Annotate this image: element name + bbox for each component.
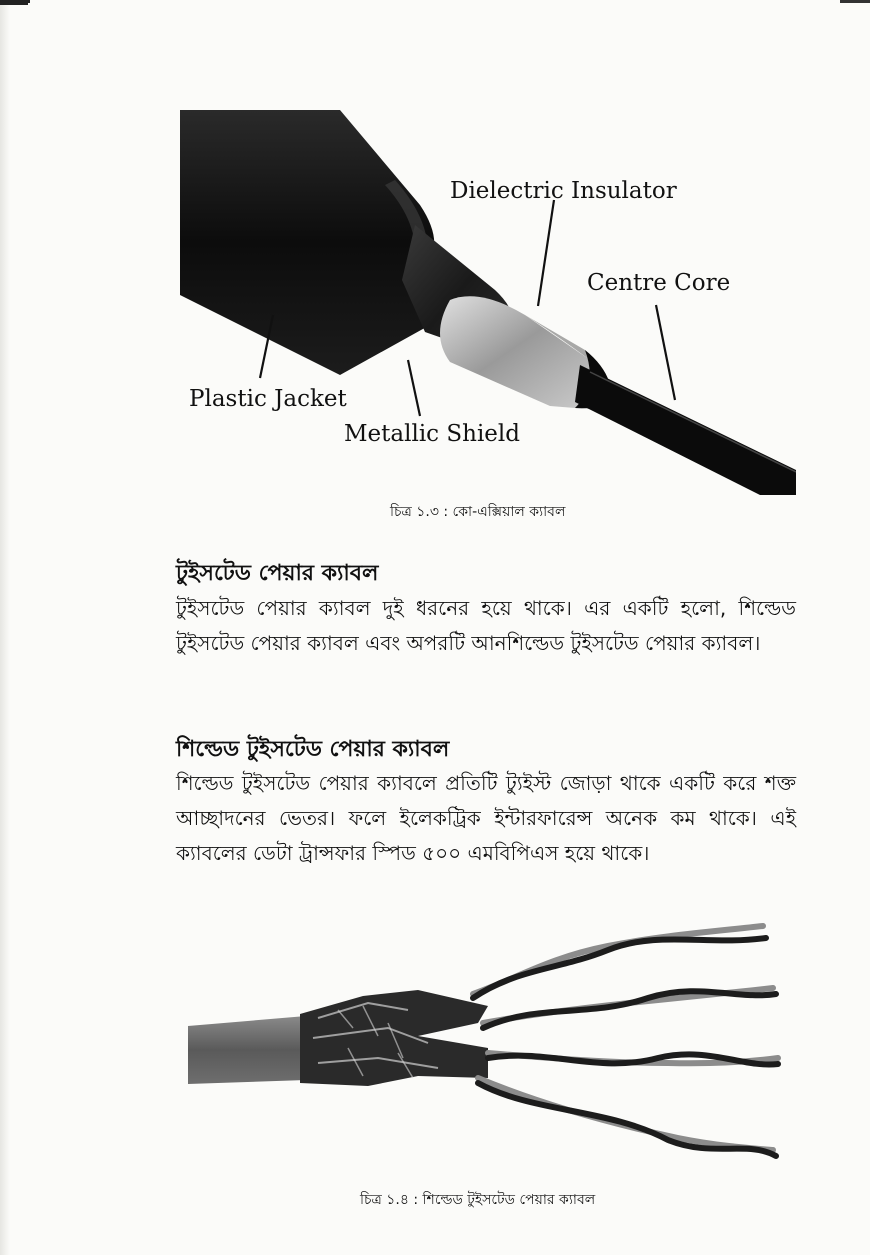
- dielectric-pointer-line: [538, 200, 554, 306]
- heading-shielded-twisted-pair: শিল্ডেড টুইসটেড পেয়ার ক্যাবল: [176, 737, 450, 762]
- twisted-pair-3: [488, 1053, 778, 1064]
- paragraph-shielded-twisted-pair: শিল্ডেড টুইসটেড পেয়ার ক্যাবলে প্রতিটি ট্যুইস্ট জোড়া থাকে একটি করে শক্ত আচ্ছাদনের ভেতর। ফলে ইলেকট্রিক ইন্টারফারেন্স অনেক কম থাকে। এই ক্যাবলের ডেটা ট্রান্সফার স্পিড ৫০০ এমবিপিএস হয়ে থাকে।: [176, 771, 796, 865]
- label-metallic-shield: Metallic Shield: [344, 421, 520, 447]
- twisted-pair-1: [473, 926, 766, 998]
- metallic-shield-pointer-line: [408, 360, 420, 416]
- heading-twisted-pair: টুইসটেড পেয়ার ক্যাবল: [176, 561, 379, 586]
- centre-core-pointer-line: [656, 305, 675, 400]
- page-edge-shadow: [0, 0, 10, 1255]
- twisted-pair-4: [478, 1078, 776, 1156]
- outer-jacket-shape: [188, 1016, 306, 1084]
- label-plastic-jacket: Plastic Jacket: [189, 386, 347, 412]
- twisted-pair-2: [483, 988, 776, 1028]
- label-dielectric-insulator: Dielectric Insulator: [450, 178, 677, 204]
- label-centre-core: Centre Core: [587, 270, 731, 296]
- plastic-jacket-shape: [180, 110, 440, 375]
- centre-core-shape: [575, 365, 796, 495]
- page-top-border: [0, 0, 870, 3]
- paragraph-twisted-pair: টুইসটেড পেয়ার ক্যাবল দুই ধরনের হয়ে থাকে। এর একটি হলো, শিল্ডেড টুইসটেড পেয়ার ক্যাবল এবং অপরটি আনশিল্ডেড টুইসটেড পেয়ার ক্যাবল।: [176, 596, 796, 655]
- figure-1-caption: চিত্র ১.৩ : কো-এক্সিয়াল ক্যাবল: [390, 504, 566, 520]
- page-corner-mark: [0, 0, 28, 5]
- shielded-twisted-pair-figure: [188, 918, 788, 1180]
- figure-2-caption: চিত্র ১.৪ : শিল্ডেড টুইসটেড পেয়ার ক্যাবল: [360, 1192, 596, 1208]
